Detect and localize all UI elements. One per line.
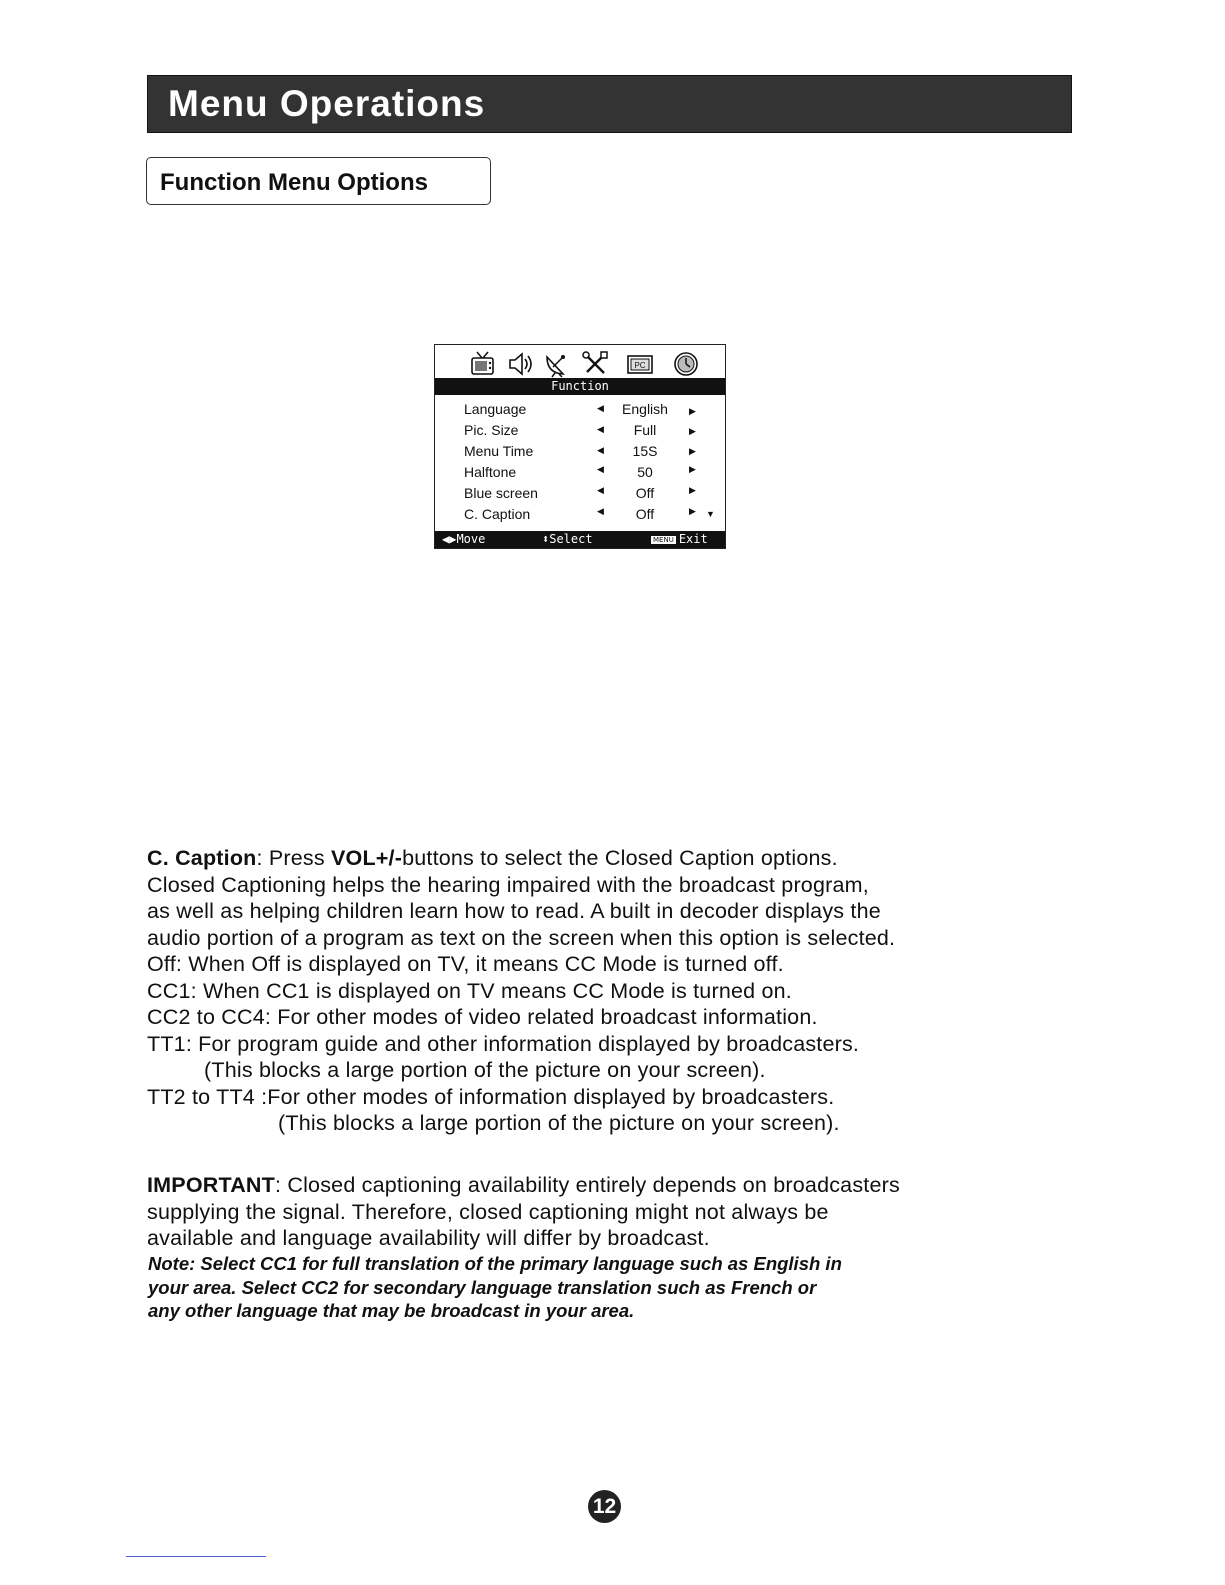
section-header-bar <box>147 75 1072 133</box>
menu-row-c-caption[interactable] <box>435 506 725 527</box>
menu-row-value: Off <box>635 485 655 501</box>
tv-icon <box>468 349 498 379</box>
up-down-arrows-icon: ⬍ <box>542 532 550 546</box>
menu-row-label: Halftone <box>464 464 517 480</box>
left-arrow-icon: ◀ <box>597 445 604 455</box>
pc-icon <box>625 349 655 379</box>
important-notice <box>147 1172 1087 1252</box>
right-arrow-icon: ▶ <box>689 506 696 516</box>
menu-key-icon: MENU <box>653 535 674 544</box>
left-right-arrows-icon: ◀▶ <box>442 532 457 546</box>
page-number: 12 <box>588 1490 621 1523</box>
body-line-indented: (This blocks a large portion of the picture on your screen). <box>278 1111 840 1135</box>
body-line: CC2 to CC4: For other modes of video related broadcast information. <box>147 1005 818 1029</box>
right-arrow-icon: ▶ <box>689 464 696 474</box>
menu-row-label: Menu Time <box>464 443 534 459</box>
subheading-box <box>146 157 491 205</box>
clock-icon <box>671 349 701 379</box>
right-arrow-icon: ▶ <box>689 426 696 436</box>
menu-row-label: Language <box>464 401 527 417</box>
menu-icon-bar <box>435 349 725 381</box>
important-line: supplying the signal. Therefore, closed captioning might not always be <box>147 1199 829 1224</box>
body-line: Off: When Off is displayed on TV, it means CC Mode is turned off. <box>147 952 784 976</box>
right-arrow-icon: ▶ <box>689 406 696 416</box>
left-arrow-icon: ◀ <box>597 464 604 474</box>
left-arrow-icon: ◀ <box>597 485 604 495</box>
menu-row-menu-time[interactable] <box>435 443 725 464</box>
body-line: Closed Captioning helps the hearing impaired with the broadcast program, <box>147 872 869 897</box>
function-menu-screen <box>434 344 726 549</box>
body-line: audio portion of a program as text on the screen when this option is selected. <box>147 925 896 950</box>
left-arrow-icon: ◀ <box>597 506 604 516</box>
caption-intro-line: C. Caption: Press VOL+/-buttons to select the Closed Caption options. <box>147 846 838 870</box>
menu-footer <box>435 531 725 548</box>
menu-row-label: Pic. Size <box>464 422 519 438</box>
note-line: Note: Select CC1 for full translation of the primary language such as English in <box>148 1253 842 1274</box>
menu-row-language[interactable] <box>435 401 725 422</box>
menu-row-value: Full <box>633 422 657 438</box>
note-block <box>148 1252 1088 1323</box>
menu-row-halftone[interactable] <box>435 464 725 485</box>
important-line: IMPORTANT: Closed captioning availability entirely depends on broadcasters <box>147 1173 900 1197</box>
note-line: your area. Select CC2 for secondary language translation such as French or <box>148 1276 817 1298</box>
scroll-down-icon: ▼ <box>706 509 715 519</box>
right-arrow-icon: ▶ <box>689 485 696 495</box>
menu-row-value: English <box>622 401 668 417</box>
body-line: as well as helping children learn how to read. A built in decoder displays the <box>147 899 881 923</box>
bottom-rule <box>126 1556 266 1557</box>
body-line: TT1: For program guide and other information displayed by broadcasters. <box>147 1031 860 1056</box>
menu-row-value: Off <box>635 506 655 522</box>
tools-icon <box>580 349 610 379</box>
footer-move: ◀▶Move <box>442 532 486 546</box>
caption-description <box>147 845 1087 1137</box>
left-arrow-icon: ◀ <box>597 424 604 434</box>
satellite-dish-icon <box>542 349 572 379</box>
left-arrow-icon: ◀ <box>597 403 604 413</box>
menu-row-label: C. Caption <box>464 506 531 522</box>
svg-text:PC: PC <box>634 361 646 370</box>
footer-select: ⬍Select <box>542 532 593 546</box>
menu-row-value: 50 <box>637 464 653 480</box>
menu-row-value: 15S <box>632 443 658 459</box>
right-arrow-icon: ▶ <box>689 446 696 456</box>
important-line: available and language availability will differ by broadcast. <box>147 1226 710 1250</box>
menu-title: Function <box>435 378 725 395</box>
body-line: TT2 to TT4 :For other modes of information displayed by broadcasters. <box>147 1084 835 1109</box>
subheading: Function Menu Options <box>160 169 428 196</box>
footer-exit: MENU Exit <box>653 532 708 546</box>
note-line: any other language that may be broadcast in your area. <box>148 1300 635 1321</box>
body-line-indented: (This blocks a large portion of the picture on your screen). <box>204 1058 766 1082</box>
body-line: CC1: When CC1 is displayed on TV means CC Mode is turned on. <box>147 978 792 1003</box>
menu-row-label: Blue screen <box>464 485 538 501</box>
speaker-icon <box>506 349 536 379</box>
page-title: Menu Operations <box>168 83 486 124</box>
menu-row-blue-screen[interactable] <box>435 485 725 506</box>
menu-row-pic-size[interactable] <box>435 422 725 443</box>
